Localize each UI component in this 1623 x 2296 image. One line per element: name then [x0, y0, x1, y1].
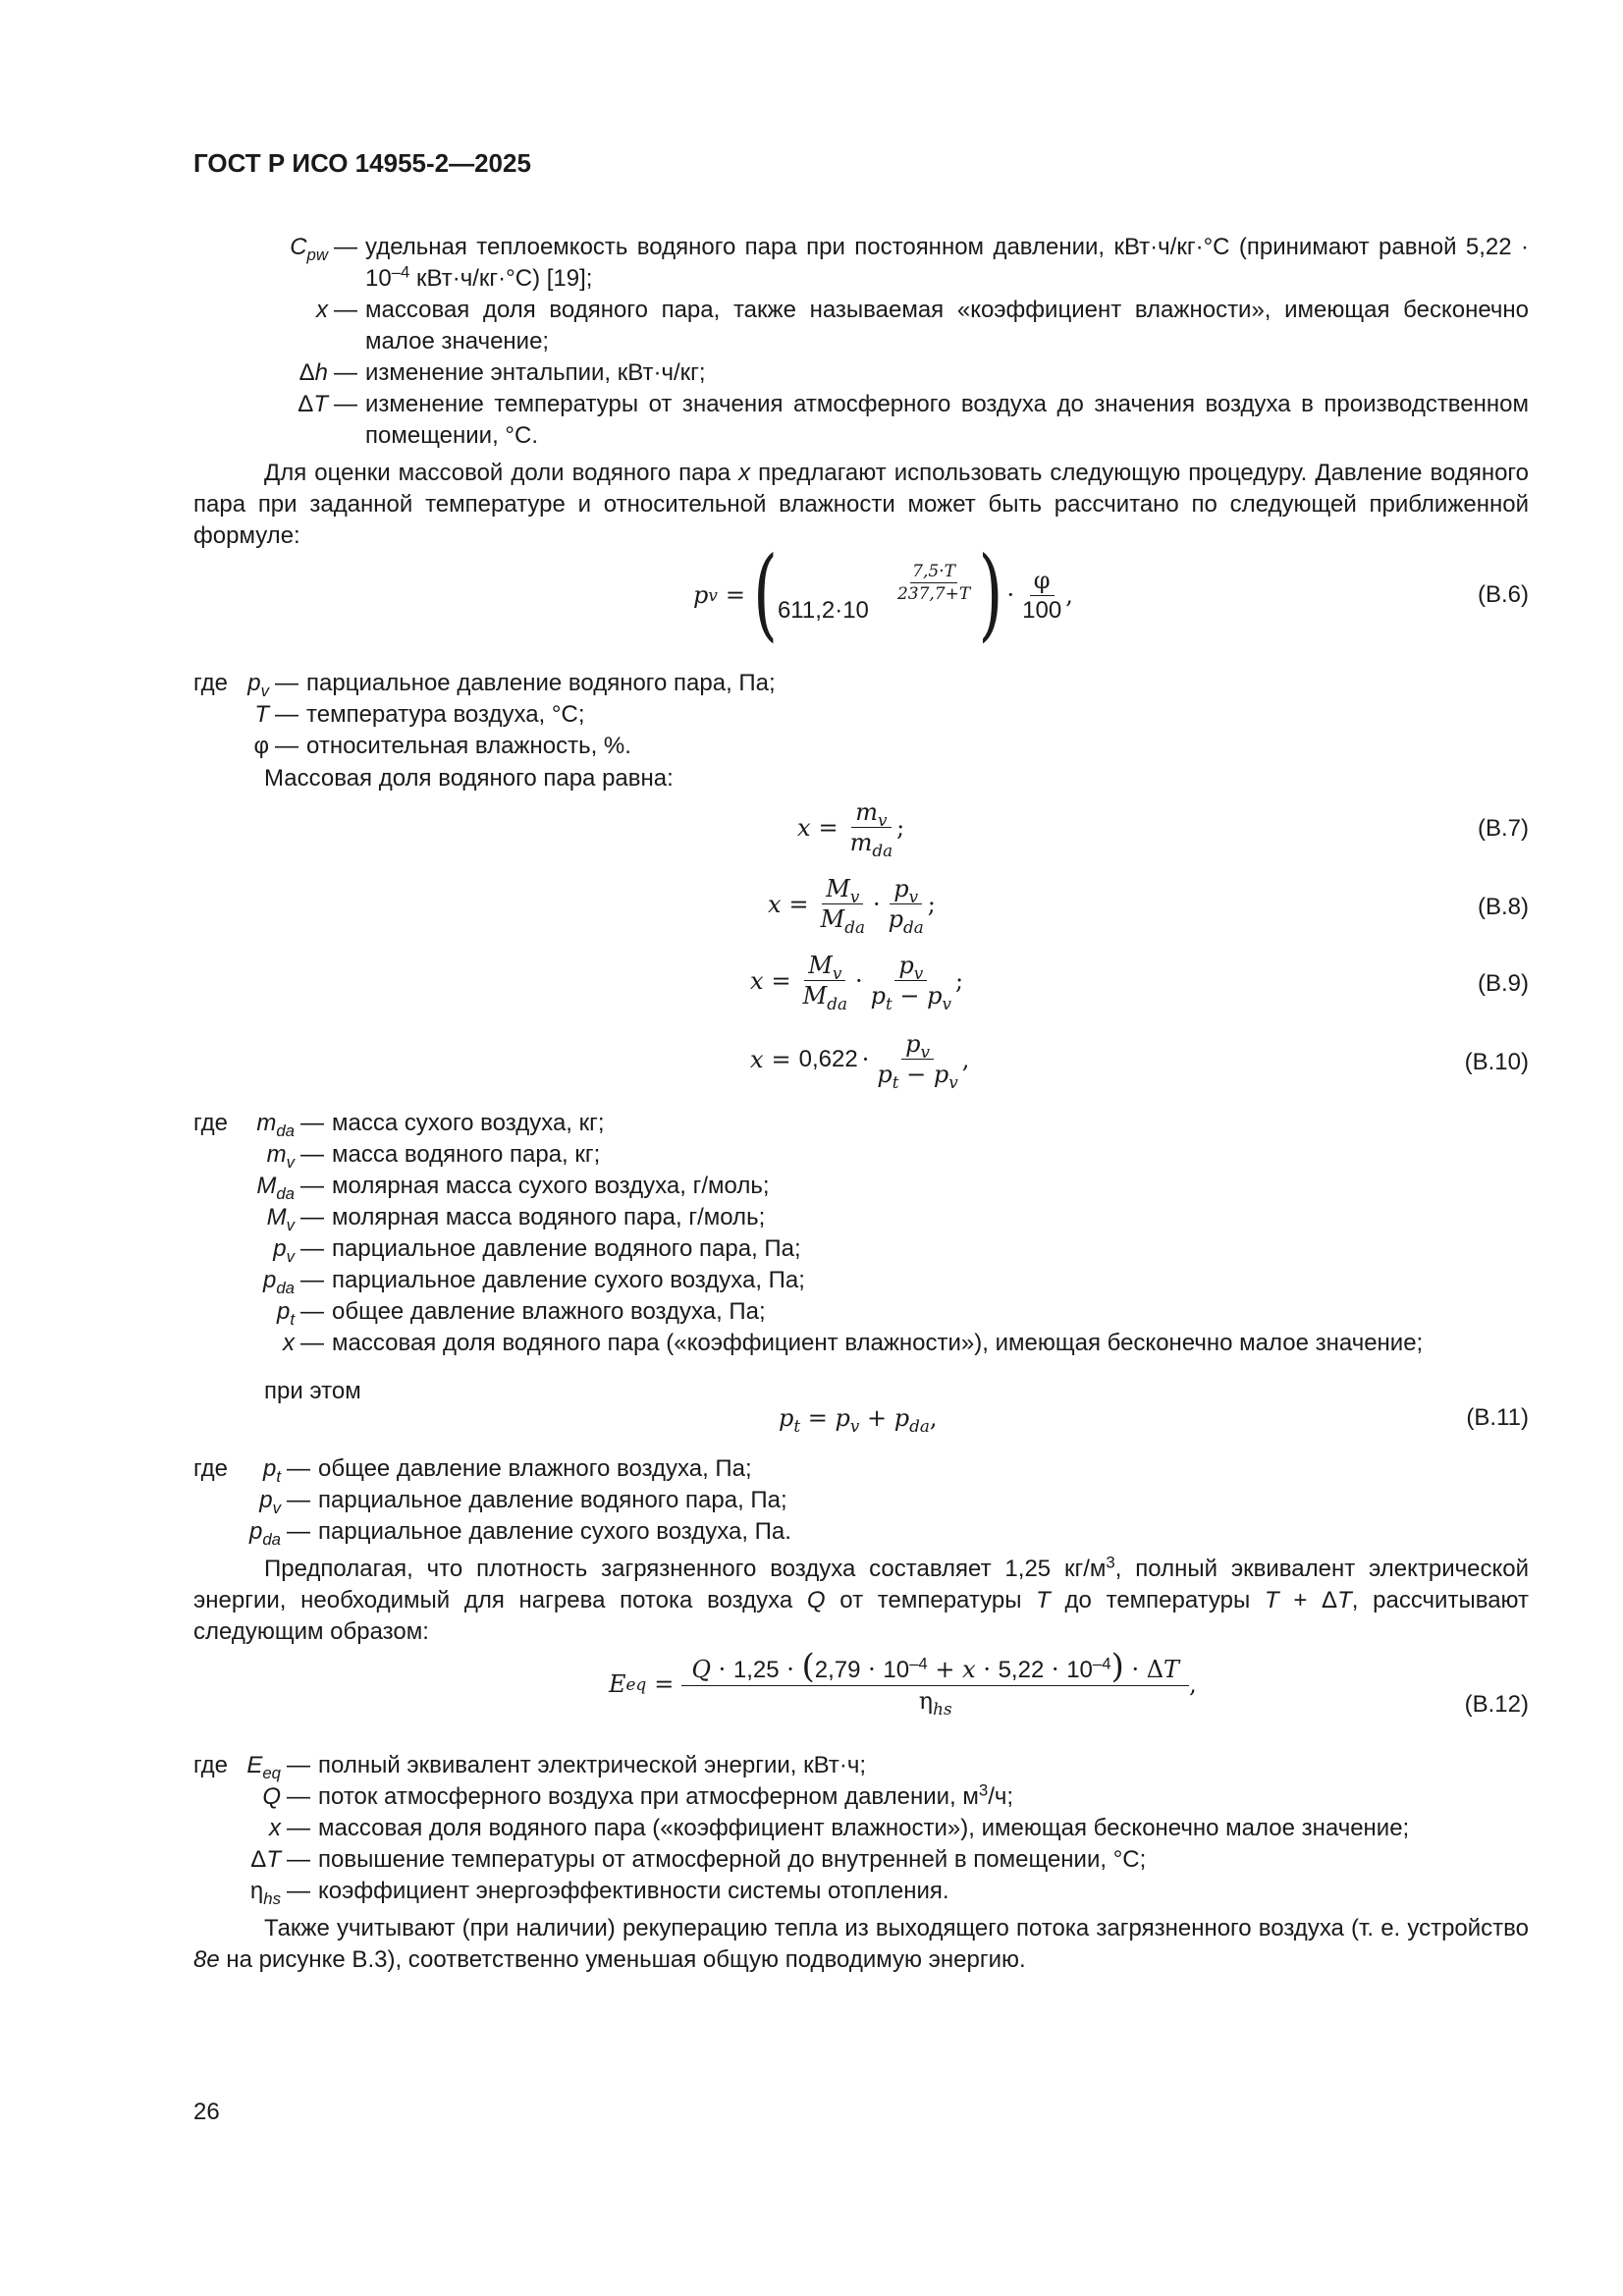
- pri-etom-label: при этом: [264, 1378, 361, 1404]
- definitions-b12: $E_{eq}$ — полный эквивалент электрической энергии, кВт·ч; Q — поток атмосферного воздуха при атмосферном давлении, $м^3/ч$; x — массовая доля водяного пара («коэффициент влажности»), имеющая бесконечно малое значение; ΔT — повышение температуры от атмосферной до внутренней в помещении, °С; $\eta_{hs}$ — коэффициент энергоэффективности системы отопления.: [246, 1752, 1410, 1908]
- definition-x: x — массовая доля водяного пара, также называемая «коэффициент влажности», имеющая бесконечно малое значение;: [316, 297, 1529, 355]
- definition-delta-h: Δh — изменение энтальпии, кВт·ч/кг;: [298, 359, 706, 386]
- paragraph-procedure: Для оценки массовой доли водяного пара x предлагают использовать следующую процедуру. Давление водяного пара при заданной температуре и относительной влажности может быть рассчитано по следующей приближенной формуле:: [193, 460, 1529, 549]
- document-header: ГОСТ Р ИСО 14955-2—2025: [193, 148, 531, 178]
- where-label-3: где: [193, 1455, 229, 1482]
- where-label-2: где: [193, 1110, 229, 1136]
- paragraph-mass-fraction: Массовая доля водяного пара равна:: [264, 765, 674, 792]
- equation-number-b8: (B.8): [1477, 894, 1529, 920]
- where-label-4: где: [193, 1752, 229, 1778]
- page-number: 26: [193, 2099, 220, 2125]
- definitions-b10: $m_{da}$ — масса сухого воздуха, кг; $m_v$ — масса водяного пара, кг; $M_{da}$ — молярная масса сухого воздуха, г/моль; $M_v$ — молярная масса водяного пара, г/моль; $p_v$ — парциальное давление водяного пара, Па; $p_{da}$ — парциальное давление сухого воздуха, Па; $p_t$ — общее давление влажного воздуха, Па; x — массовая доля водяного пара («коэффициент влажности»), имеющая бесконечно малое значение;: [256, 1110, 1424, 1356]
- equation-number-b6: (B.6): [1477, 581, 1529, 608]
- paragraph-recuperation: Также учитывают (при наличии) рекуперацию тепла из выходящего потока загрязненного воздуха (т. е. устройство 8e на рисунке B.3), соответственно уменьшая общую подводимую энергию.: [193, 1915, 1529, 1973]
- definitions-b6: $p_v$ — парциальное давление водяного пара, Па; T — температура воздуха, °С; φ — относительная влажность, %.: [247, 670, 776, 759]
- equation-b8: x = $\frac{M_v}{M_{da}}$ · $\frac{p_v}{p_{da}}$ ;: [768, 875, 936, 937]
- equation-b7: x = $\frac{m_v}{m_{da}}$ ;: [797, 798, 905, 860]
- equation-b9: x = $\frac{M_v}{M_{da}}$ · $\frac{p_v}{p_t - p_v}$ ;: [750, 952, 964, 1013]
- equation-b11: $p_t = p_v + p_{da}$,: [779, 1404, 938, 1436]
- paragraph-energy: Предполагая, что плотность загрязненного воздуха составляет 1,25 $кг/м^3$, полный эквивалент электрической энергии, необходимый для нагрева потока воздуха Q от температуры T до температуры T + ΔT, рассчитывают следующим образом:: [193, 1553, 1530, 1645]
- equation-b6: p v = ( 611,2·10 7,5·T 237,7+T ) · $\frac{\varphi}{100}$ ,: [693, 536, 1073, 654]
- equation-number-b9: (B.9): [1477, 970, 1529, 997]
- definition-cpw: $C_{pw}$ — удельная теплоемкость водяного пара при постоянном давлении, кВт·ч/кг·°С (принимают равной $5,22 \cdot 10^{-4}$ кВт·ч/кг·°С) [19];: [290, 234, 1529, 292]
- where-label-1: где: [193, 670, 229, 696]
- equation-number-b11: (B.11): [1466, 1404, 1529, 1431]
- equation-b10: x = 0,622 · $\frac{p_v}{p_t - p_v}$ ,: [750, 1030, 970, 1092]
- equation-number-b10: (B.10): [1464, 1049, 1529, 1075]
- equation-number-b12: (B.12): [1464, 1691, 1529, 1718]
- definition-delta-t: ΔT — изменение температуры от значения атмосферного воздуха до значения воздуха в производственном помещении, °С.: [298, 391, 1529, 449]
- definitions-b11: $p_t$ — общее давление влажного воздуха, Па; $p_v$ — парциальное давление водяного пара, Па; $p_{da}$ — парциальное давление сухого воздуха, Па.: [248, 1455, 791, 1549]
- equation-number-b7: (B.7): [1477, 815, 1529, 842]
- equation-b12: E eq = $\frac{Q \cdot 1,25 \cdot (2,79 \cdot 10^{-4} + x \cdot 5,22 \cdot 10^{-4}) \cdot \Delta T}{\eta_{hs}}$ ,: [609, 1647, 1197, 1719]
- definitions-top: [236, 232, 1529, 452]
